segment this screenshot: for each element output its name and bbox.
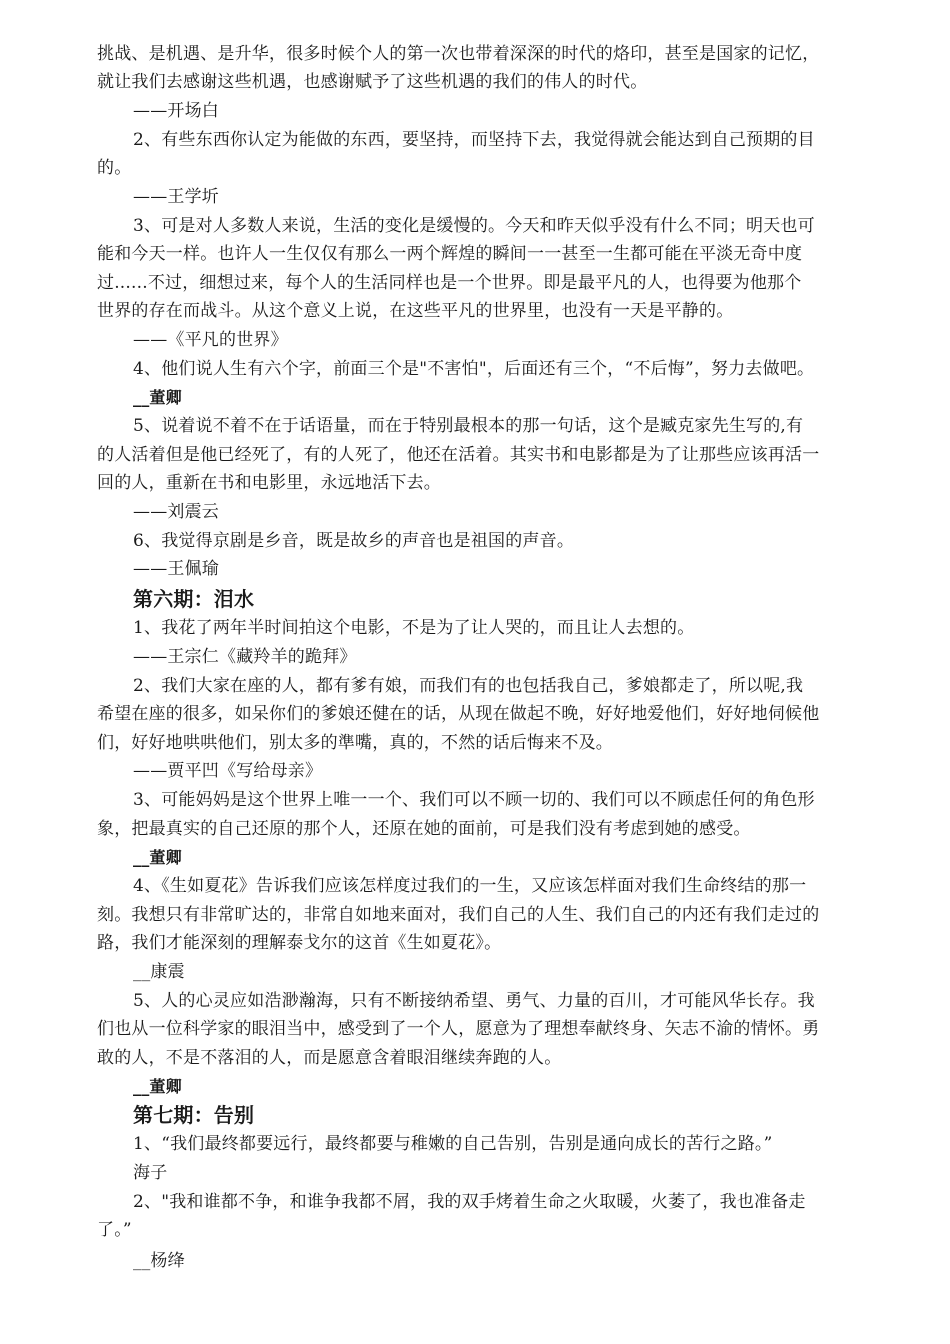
quote-item: 2、我们大家在座的人，都有爹有娘，而我们有的也包括我自己，爹娘都走了，所以呢,我 (133, 676, 804, 696)
paragraph-line: 挑战、是机遇、是升华，很多时候个人的第一次也带着深深的时代的烙印，甚至是国家的记忆， (97, 44, 820, 64)
quote-item: 4、《生如夏花》告诉我们应该怎样度过我们的一生，又应该怎样面对我们生命终结的那一 (133, 876, 807, 896)
attribution: __董卿 (133, 388, 182, 407)
attribution: ——王宗仁《藏羚羊的跪拜》 (133, 647, 357, 667)
paragraph-line: 过......不过，细想过来，每个人的生活同样也是一个世界。即是最平凡的人，也得要为他那个 (97, 273, 802, 293)
section-heading: 第六期：泪水 (133, 587, 255, 611)
paragraph-line: 象，把最真实的自己还原的那个人，还原在她的面前，可是我们没有考虑到她的感受。 (97, 819, 751, 839)
attribution: ——王学圻 (133, 187, 219, 207)
attribution: ——贾平凹《写给母亲》 (133, 761, 323, 781)
quote-item: 1、我花了两年半时间拍这个电影，不是为了让人哭的，而且让人去想的。 (133, 618, 695, 638)
paragraph-line: 们，好好地哄哄他们，别太多的準嘴，真的，不然的话后悔来不及。 (97, 733, 613, 753)
attribution: __杨绛 (133, 1251, 185, 1271)
paragraph-line: 回的人，重新在书和电影里，永远地活下去。 (97, 473, 441, 493)
paragraph-line: 路，我们才能深刻的理解泰戈尔的这首《生如夏花》。 (97, 933, 502, 953)
quote-item: 5、说着说不着不在于话语量，而在于特别最根本的那一句话，这个是臧克家先生写的,有 (133, 416, 804, 436)
quote-item: 2、"我和谁都不争，和谁争我都不屑，我的双手烤着生命之火取暖，火萎了，我也准备走 (133, 1192, 806, 1212)
paragraph-line: 能和今天一样。也许人一生仅仅有那么一两个辉煌的瞬间一一甚至一生都可能在平淡无奇中度 (97, 244, 803, 264)
quote-item: 3、可是对人多数人来说，生活的变化是缓慢的。今天和昨天似乎没有什么不同；明天也可 (133, 216, 815, 236)
paragraph-line: 的人活着但是他已经死了，有的人死了，他还在活着。其实书和电影都是为了让那些应该再活一 (97, 445, 820, 465)
paragraph-line: 敢的人，不是不落泪的人，而是愿意含着眼泪继续奔跑的人。 (97, 1048, 562, 1068)
paragraph-line: 就让我们去感谢这些机遇，也感谢赋予了这些机遇的我们的伟人的时代。 (97, 72, 648, 92)
attribution: ——王佩瑜 (133, 559, 219, 579)
paragraph-line: 世界的存在而战斗。从这个意义上说，在这些平凡的世界里，也没有一天是平静的。 (97, 301, 734, 321)
quote-item: 4、他们说人生有六个字，前面三个是"不害怕"，后面还有三个，“不后悔”，努力去做吧。 (133, 359, 815, 379)
attribution: __董卿 (133, 1077, 182, 1096)
paragraph-line: 了。” (97, 1220, 132, 1240)
paragraph-line: 刻。我想只有非常旷达的，非常自如地来面对，我们自己的人生、我们自己的内还有我们走过的 (97, 905, 820, 925)
paragraph-line: 们也从一位科学家的眼泪当中，感受到了一个人，愿意为了理想奉献终身、矢志不渝的情怀。勇 (97, 1019, 820, 1039)
quote-item: 3、可能妈妈是这个世界上唯一一个、我们可以不顾一切的、我们可以不顾虑任何的角色形 (133, 790, 815, 810)
quote-item: 5、人的心灵应如浩渺瀚海，只有不断接纳希望、勇气、力量的百川，才可能风华长存。我 (133, 991, 815, 1011)
attribution: __康震 (133, 962, 185, 982)
attribution: ——开场白 (133, 101, 219, 121)
attribution: ——《平凡的世界》 (133, 330, 288, 350)
attribution: ——刘震云 (133, 502, 219, 522)
quote-item: 2、有些东西你认定为能做的东西，要坚持，而坚持下去，我觉得就会能达到自己预期的目 (133, 130, 815, 150)
quote-item: 1、“我们最终都要远行，最终都要与稚嫩的自己告别，告别是通向成长的苦行之路。” (133, 1134, 773, 1154)
section-heading: 第七期：告别 (133, 1103, 255, 1127)
paragraph-line: 的。 (97, 158, 132, 178)
attribution: __董卿 (133, 848, 182, 867)
paragraph-line: 希望在座的很多，如呆你们的爹娘还健在的话，从现在做起不晚，好好地爱他们，好好地伺候他 (97, 704, 820, 724)
attribution: 海子 (133, 1163, 168, 1183)
quote-item: 6、我觉得京剧是乡音，既是故乡的声音也是祖国的声音。 (133, 531, 575, 551)
